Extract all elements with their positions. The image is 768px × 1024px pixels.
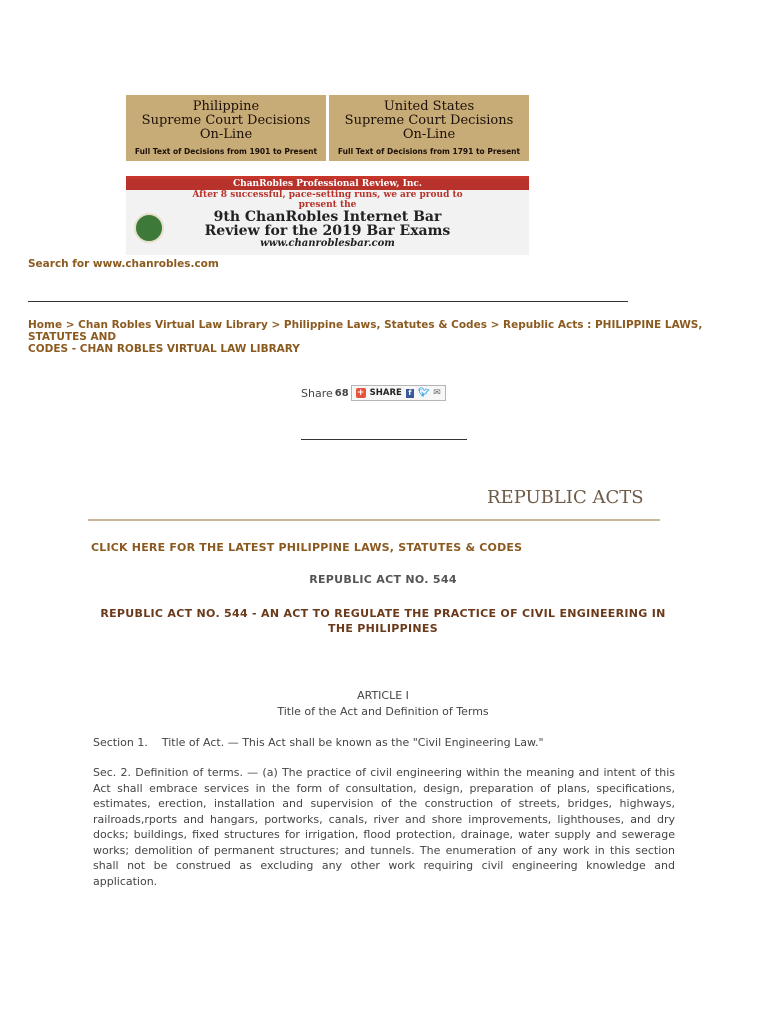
share-label: Share	[301, 386, 333, 400]
facebook-icon[interactable]: f	[406, 389, 414, 398]
banner-line: Supreme Court Decisions	[344, 113, 514, 128]
banner-subtext: Full Text of Decisions from 1901 to Present	[134, 147, 318, 156]
share-button-label: SHARE	[369, 388, 402, 398]
us-supreme-court-banner[interactable]	[329, 95, 529, 161]
bar-review-ad[interactable]	[126, 176, 529, 255]
search-link[interactable]: Search for www.chanrobles.com	[28, 258, 219, 270]
breadcrumb-line[interactable]: Home > Chan Robles Virtual Law Library > Philippine Laws, Statutes & Codes > Republic Acts : PHILIPPINE LAWS, STATUTES AND	[28, 319, 703, 343]
divider	[301, 439, 467, 440]
banner-line: Philippine	[192, 99, 260, 114]
share-count: 68	[334, 387, 349, 399]
ad-headline: 9th ChanRobles Internet Bar	[213, 209, 442, 225]
share-widget	[301, 385, 446, 401]
banner-line: On-Line	[402, 127, 456, 142]
title-underline	[88, 519, 660, 521]
plus-icon: +	[356, 388, 365, 398]
banner-subtext: Full Text of Decisions from 1791 to Present	[337, 147, 521, 156]
section-1: Section 1. Title of Act. — This Act shall be known as the "Civil Engineering Law."	[93, 736, 544, 749]
section-2: Sec. 2. Definition of terms. — (a) The practice of civil engineering within the meaning and intent of this Act shall embrace services in the form of consultation, design, preparation of plans, specifications, estimates, erection, installation and supervision of the construction of streets, bridges, highways, railroads,rports and hangars, portworks, canals, river and shore improvements, lighthouses, and dry docks; buildings, fixed structures for irrigation, flood protection, drainage, water supply and sewerage works; demolition of permanent structures; and tunnels. The enumeration of any work in this section shall not be construed as excluding any other work requiring civil engineering knowledge and application.	[93, 766, 675, 888]
seal-icon	[134, 213, 164, 243]
latest-laws-link[interactable]: CLICK HERE FOR THE LATEST PHILIPPINE LAWS, STATUTES & CODES	[91, 541, 523, 554]
act-number: REPUBLIC ACT NO. 544	[309, 573, 457, 586]
breadcrumb	[28, 319, 748, 355]
act-title: REPUBLIC ACT NO. 544 - AN ACT TO REGULATE THE PRACTICE OF CIVIL ENGINEERING IN THE PHILIPPINES	[100, 607, 666, 635]
article-title: Title of the Act and Definition of Terms	[277, 705, 489, 718]
banner-line: On-Line	[199, 127, 253, 142]
banner-line: Supreme Court Decisions	[141, 113, 311, 128]
breadcrumb-line[interactable]: CODES - CHAN ROBLES VIRTUAL LAW LIBRARY	[28, 343, 300, 355]
ad-text: After 8 successful, pace-setting runs, we are proud to	[192, 190, 463, 200]
page-title: REPUBLIC ACTS	[487, 487, 644, 508]
ad-headline: Review for the 2019 Bar Exams	[204, 223, 451, 239]
banner-line: United States	[383, 99, 475, 114]
share-button[interactable]	[351, 385, 446, 401]
ad-url: www.chanroblesbar.com	[260, 238, 395, 249]
ad-top-strip: ChanRobles Professional Review, Inc.	[126, 179, 529, 190]
article-number: ARTICLE I	[357, 689, 409, 702]
article-heading	[91, 688, 675, 720]
ph-supreme-court-banner[interactable]	[126, 95, 326, 161]
twitter-icon[interactable]: 🐦︎	[417, 388, 430, 398]
ad-text: present the	[298, 200, 357, 210]
email-icon[interactable]: ✉	[433, 388, 441, 398]
divider	[28, 301, 628, 302]
